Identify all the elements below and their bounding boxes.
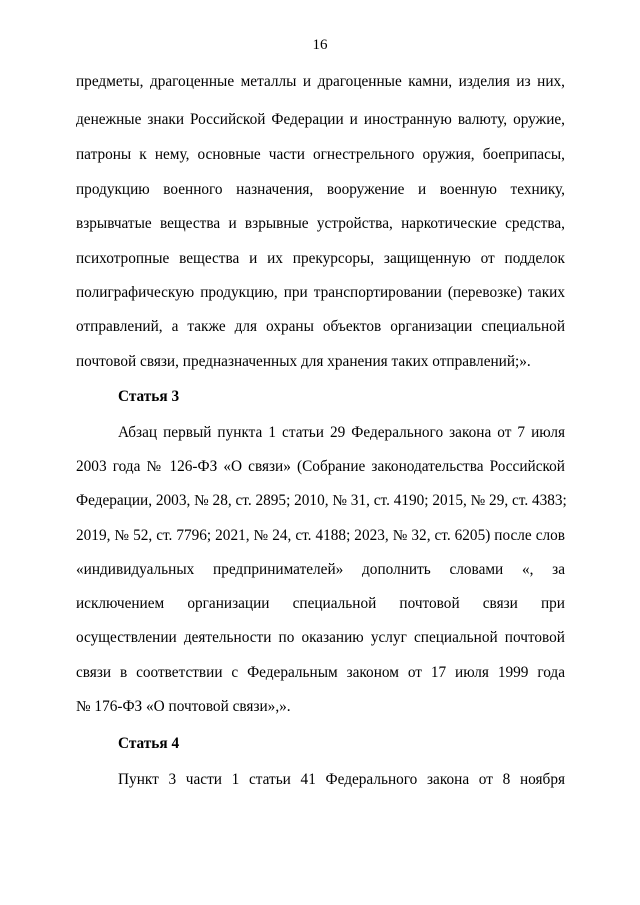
page-number: 16 <box>312 37 328 53</box>
paragraph-line: № 176-ФЗ «О почтовой связи»,». <box>76 698 291 715</box>
paragraph-line: исключением организации специальной почтовой связи при <box>76 595 565 612</box>
paragraph-line: 2003 года № 126-ФЗ «О связи» (Собрание законодательства Российской <box>76 458 565 475</box>
paragraph-line: «индивидуальных предпринимателей» дополнить словами «, за <box>76 561 565 578</box>
paragraph-line: осуществлении деятельности по оказанию услуг специальной почтовой <box>76 629 565 646</box>
paragraph-line: патроны к нему, основные части огнестрельного оружия, боеприпасы, <box>76 146 565 163</box>
paragraph-line: Федерации, 2003, № 28, ст. 2895; 2010, № 31, ст. 4190; 2015, № 29, ст. 4383; <box>76 492 567 509</box>
article-4-heading: Статья 4 <box>118 735 180 752</box>
paragraph-line: связи в соответствии с Федеральным законом от 17 июля 1999 года <box>76 664 565 681</box>
paragraph-line: почтовой связи, предназначенных для хранения таких отправлений;». <box>76 353 531 370</box>
paragraph-line: полиграфическую продукцию, при транспортировании (перевозке) таких <box>76 284 565 301</box>
paragraph-line: Абзац первый пункта 1 статьи 29 Федерального закона от 7 июля <box>118 424 565 441</box>
paragraph-line: Пункт 3 части 1 статьи 41 Федерального закона от 8 ноября <box>118 771 565 788</box>
paragraph-line: 2019, № 52, ст. 7796; 2021, № 24, ст. 4188; 2023, № 32, ст. 6205) после слов <box>76 527 565 544</box>
paragraph-line: предметы, драгоценные металлы и драгоценные камни, изделия из них, <box>76 73 565 90</box>
paragraph-line: взрывчатые вещества и взрывные устройства, наркотические средства, <box>76 215 565 232</box>
paragraph-line: денежные знаки Российской Федерации и иностранную валюту, оружие, <box>76 111 565 128</box>
paragraph-line: продукцию военного назначения, вооружение и военную технику, <box>76 181 565 198</box>
paragraph-line: отправлений, а также для охраны объектов организации специальной <box>76 318 565 335</box>
paragraph-line: психотропные вещества и их прекурсоры, защищенную от подделок <box>76 250 565 267</box>
article-3-heading: Статья 3 <box>118 388 180 405</box>
